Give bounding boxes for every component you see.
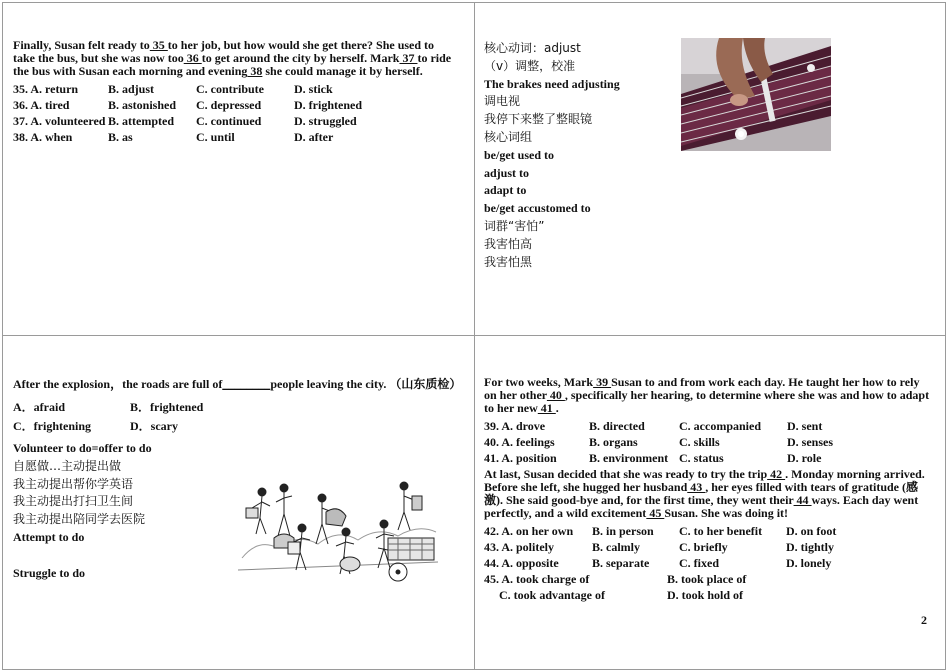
question-row: [484, 418, 932, 434]
note-line: 我主动提出帮你学英语: [13, 476, 134, 491]
question-option-c: C. fixed: [679, 556, 719, 570]
question-option-a: 40. A. feelings: [484, 435, 555, 449]
question-option-c: C. status: [679, 451, 724, 465]
question-row: [484, 434, 932, 450]
option-a: A．afraid: [13, 400, 65, 414]
question-option-a: 41. A. position: [484, 451, 557, 465]
question-blank: ________: [222, 377, 271, 391]
question-option-c: C. continued: [196, 114, 262, 128]
question-row: [13, 113, 458, 129]
frame-right-border: [945, 2, 946, 670]
cloze-blank: 42: [767, 467, 786, 481]
panel-top-left: [13, 39, 458, 145]
note-line: （v）调整，校准: [484, 58, 576, 73]
question-list-39-41: [484, 418, 932, 466]
cloze-blank: 43: [687, 480, 706, 494]
question-option-c: C. until: [196, 130, 235, 144]
question-option-a: 45. A. took charge of: [484, 572, 590, 586]
frame-left-border: [2, 2, 3, 670]
question-tail: people leaving the city. （山东质检）: [270, 377, 462, 391]
question-option-b: B. organs: [589, 435, 638, 449]
question-row: [484, 539, 932, 555]
passage-text: At last, Susan decided that she was ready to try the trip: [484, 467, 768, 481]
cloze-blank: 44: [793, 493, 812, 507]
page-number: 2: [921, 613, 927, 627]
question-row: [484, 450, 932, 466]
passage-text: Finally, Susan felt ready to: [13, 38, 150, 52]
question-option-d: D. role: [787, 451, 822, 465]
question-option-a: 43. A. politely: [484, 540, 555, 554]
note-line: be/get used to: [484, 147, 554, 162]
question-option-c: C. depressed: [196, 98, 262, 112]
question-option-d: D. after: [294, 130, 334, 144]
question-option-b: B. calmly: [592, 540, 640, 554]
note-line: Volunteer to do=offer to do: [13, 441, 152, 455]
question-option-b: B. separate: [592, 556, 650, 570]
cloze-blank: 40: [546, 388, 565, 402]
question-option-d: D. tightly: [786, 540, 834, 554]
note-line: 核心词组: [484, 129, 533, 144]
question-option-b: B. as: [108, 130, 133, 144]
question-option-d: D. lonely: [786, 556, 832, 570]
question-list-35-38: [13, 81, 458, 145]
question-option-a: 39. A. drove: [484, 419, 546, 433]
explosion-options: [13, 398, 463, 436]
question-option-c: C. accompanied: [679, 419, 761, 433]
passage-text: . Monday morning arrived. Before she left, she hugged her husband: [484, 467, 925, 494]
passage-text: For two weeks, Mark: [484, 375, 594, 389]
question-row: [13, 81, 458, 97]
question-option-c: C. skills: [679, 435, 720, 449]
question-option-c: C. briefly: [679, 540, 728, 554]
cloze-blank: 39: [593, 375, 612, 389]
question-list-42-44: [484, 523, 932, 571]
passage-text: she could manage it by herself.: [262, 64, 423, 78]
question-option-a: 42. A. on her own: [484, 524, 574, 538]
question-row: [484, 587, 932, 603]
cloze-blank: 35: [149, 38, 168, 52]
note-line: 我主动提出打扫卫生间: [13, 494, 134, 509]
cloze-blank: 37: [399, 51, 418, 65]
panel-top-right: [484, 40, 679, 271]
note-line: 我害怕黑: [484, 254, 533, 269]
question-row: [484, 571, 932, 587]
cloze-blank: 45: [646, 506, 665, 520]
cloze-blank: 38: [247, 64, 263, 78]
vocab-notes-adjust: [484, 40, 679, 271]
passage-text: to ride the bus with Susan each morning and evening: [13, 51, 452, 78]
question-option-c: C. contribute: [196, 82, 264, 96]
question-option-b: B. attempted: [108, 114, 174, 128]
option-b: B．frightened: [130, 400, 204, 414]
note-line: 调电视: [484, 94, 521, 109]
question-row: [484, 523, 932, 539]
question-option-a: 37. A. volunteered: [13, 114, 106, 128]
question-option-d: D. stick: [294, 82, 333, 96]
question-option-a: C. took advantage of: [484, 588, 606, 602]
note-line: 我主动提出陪同学去医院: [13, 512, 146, 527]
panel-bottom-right: [484, 376, 932, 603]
passage-text: Susan. She was doing it!: [664, 506, 789, 520]
question-option-b: B. directed: [589, 419, 645, 433]
note-line: be/get accustomed to: [484, 201, 591, 216]
passage-text: Susan to and from work each day. He taught her how to rely on her other: [484, 375, 920, 402]
explosion-question: [13, 376, 463, 392]
question-45: [484, 571, 932, 603]
question-option-a: 44. A. opposite: [484, 556, 559, 570]
option-d: D．scary: [130, 419, 178, 433]
question-row: [13, 129, 458, 145]
question-option-b: B. astonished: [108, 98, 177, 112]
question-option-b: B. took place of: [667, 572, 747, 586]
question-option-d: D. sent: [787, 419, 823, 433]
passage-text: to her job, but how would she get there? She used to take the bus, but she was now too: [13, 38, 435, 65]
question-option-a: 35. A. return: [13, 82, 79, 96]
question-option-d: D. on foot: [786, 524, 837, 538]
question-row: [484, 555, 932, 571]
note-line: 我停下来整了整眼镜: [484, 112, 593, 127]
cloze-blank: 36: [183, 51, 202, 65]
option-c: C．frightening: [13, 419, 92, 433]
question-option-a: 38. A. when: [13, 130, 73, 144]
question-option-b: B. in person: [592, 524, 654, 538]
cloze-passage-42-45: [484, 468, 932, 520]
question-text: After the explosion，the roads are full of: [13, 377, 223, 391]
note-line: adapt to: [484, 183, 527, 198]
note-line: 我害怕高: [484, 236, 533, 251]
question-row: [13, 97, 458, 113]
question-option-b: B. adjust: [108, 82, 155, 96]
cloze-passage-35-38: [13, 39, 458, 78]
passage-text: , her eyes filled with tears of gratitude (感激). She said good-bye and, for the first time, they went their: [484, 480, 918, 507]
note-line: The brakes need adjusting: [484, 76, 620, 91]
people-fleeing-illustration-icon: [238, 478, 438, 590]
cloze-blank: 41: [537, 401, 556, 415]
option-row-1: [13, 398, 463, 417]
question-option-d: D. struggled: [294, 114, 357, 128]
note-line: Attempt to do: [13, 529, 85, 544]
passage-text: to get around the city by herself. Mark: [201, 51, 400, 65]
question-option-a: 36. A. tired: [13, 98, 70, 112]
cloze-passage-39-41: [484, 376, 932, 415]
note-line: 词群“害怕”: [484, 218, 545, 233]
note-line: adjust to: [484, 165, 530, 180]
note-line: Struggle to do: [13, 565, 85, 580]
question-option-d: D. senses: [787, 435, 834, 449]
passage-text: , specifically her hearing, to determine where she was and how to adapt to her new: [484, 388, 930, 415]
passage-text: ways. Each day went perfectly, and a wild excitement: [484, 493, 919, 520]
question-option-d: D. frightened: [294, 98, 362, 112]
question-option-b: D. took hold of: [667, 588, 744, 602]
passage-text: .: [555, 401, 559, 415]
frame-center-border: [474, 2, 475, 670]
guitar-tuning-photo-icon: [681, 38, 831, 151]
question-option-c: C. to her benefit: [679, 524, 763, 538]
note-line: 自愿做…主动提出做: [13, 458, 122, 473]
option-row-2: [13, 417, 463, 436]
note-line: 核心动词：adjust: [484, 41, 581, 55]
question-option-b: B. environment: [589, 451, 669, 465]
